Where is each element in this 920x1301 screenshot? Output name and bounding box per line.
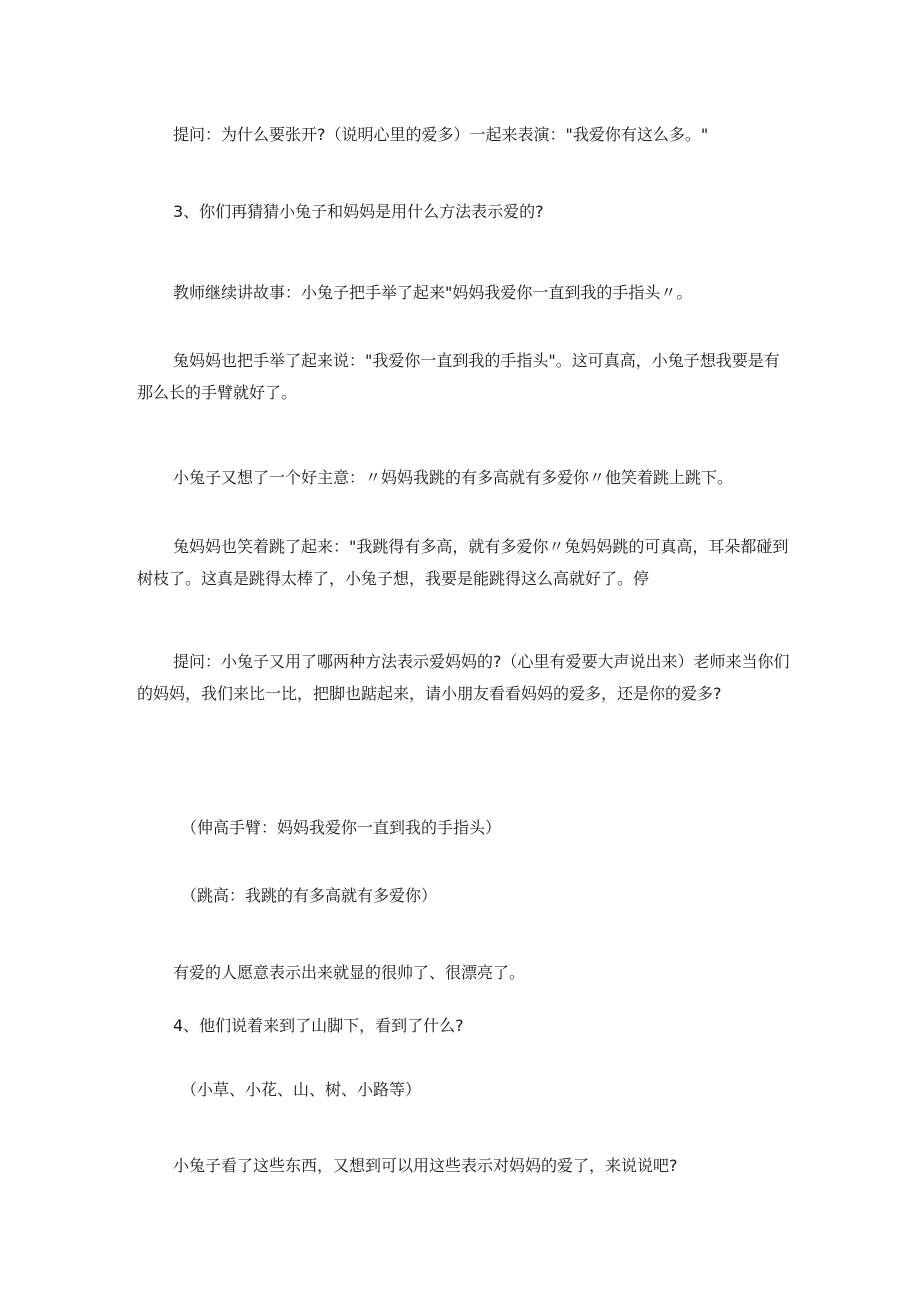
paragraph-raise-arms: （伸高手臂：妈妈我爱你一直到我的手指头）: [181, 818, 502, 837]
paragraph-mother-jumps: 兔妈妈也笑着跳了起来："我跳得有多高，就有多爱你〃兔妈妈跳的可真高，耳朵都碰到树枝了。这真是跳得太棒了，小兔子想，我要是能跳得这么高就好了。停: [137, 537, 789, 588]
paragraph-teacher-story: 教师继续讲故事：小兔子把手举了起来"妈妈我爱你一直到我的手指头〃。: [173, 283, 693, 302]
paragraph-rabbit-saw: 小兔子看了这些东西，又想到可以用这些表示对妈妈的爱了，来说说吧?: [173, 1156, 678, 1175]
paragraph-item-4: 4、他们说着来到了山脚下，看到了什么?: [173, 1016, 464, 1035]
paragraph-question-two-methods: 提问：小兔子又用了哪两种方法表示爱妈妈的?（心里有爱要大声说出来）老师来当你们的妈妈，我们来比一比，把脚也踮起来，请小朋友看看妈妈的爱多，还是你的爱多?: [137, 652, 790, 703]
paragraph-item-3: 3、你们再猜猜小兔子和妈妈是用什么方法表示爱的?: [173, 202, 544, 221]
paragraph-mother-raises-hand: 兔妈妈也把手举了起来说："我爱你一直到我的手指头"。这可真高，小兔子想我要是有那么长的手臂就好了。: [137, 351, 780, 402]
paragraph-jump-high: （跳高：我跳的有多高就有多爱你）: [181, 886, 438, 905]
paragraph-rabbit-idea: 小兔子又想了一个好主意：〃妈妈我跳的有多高就有多爱你〃他笑着跳上跳下。: [173, 468, 734, 487]
paragraph-express-love: 有爱的人愿意表示出来就显的很帅了、很漂亮了。: [173, 963, 526, 982]
paragraph-things-seen: （小草、小花、山、树、小路等）: [181, 1080, 422, 1099]
paragraph-question-why-open: 提问：为什么要张开?（说明心里的爱多）一起来表演："我爱你有这么多。": [173, 125, 709, 144]
